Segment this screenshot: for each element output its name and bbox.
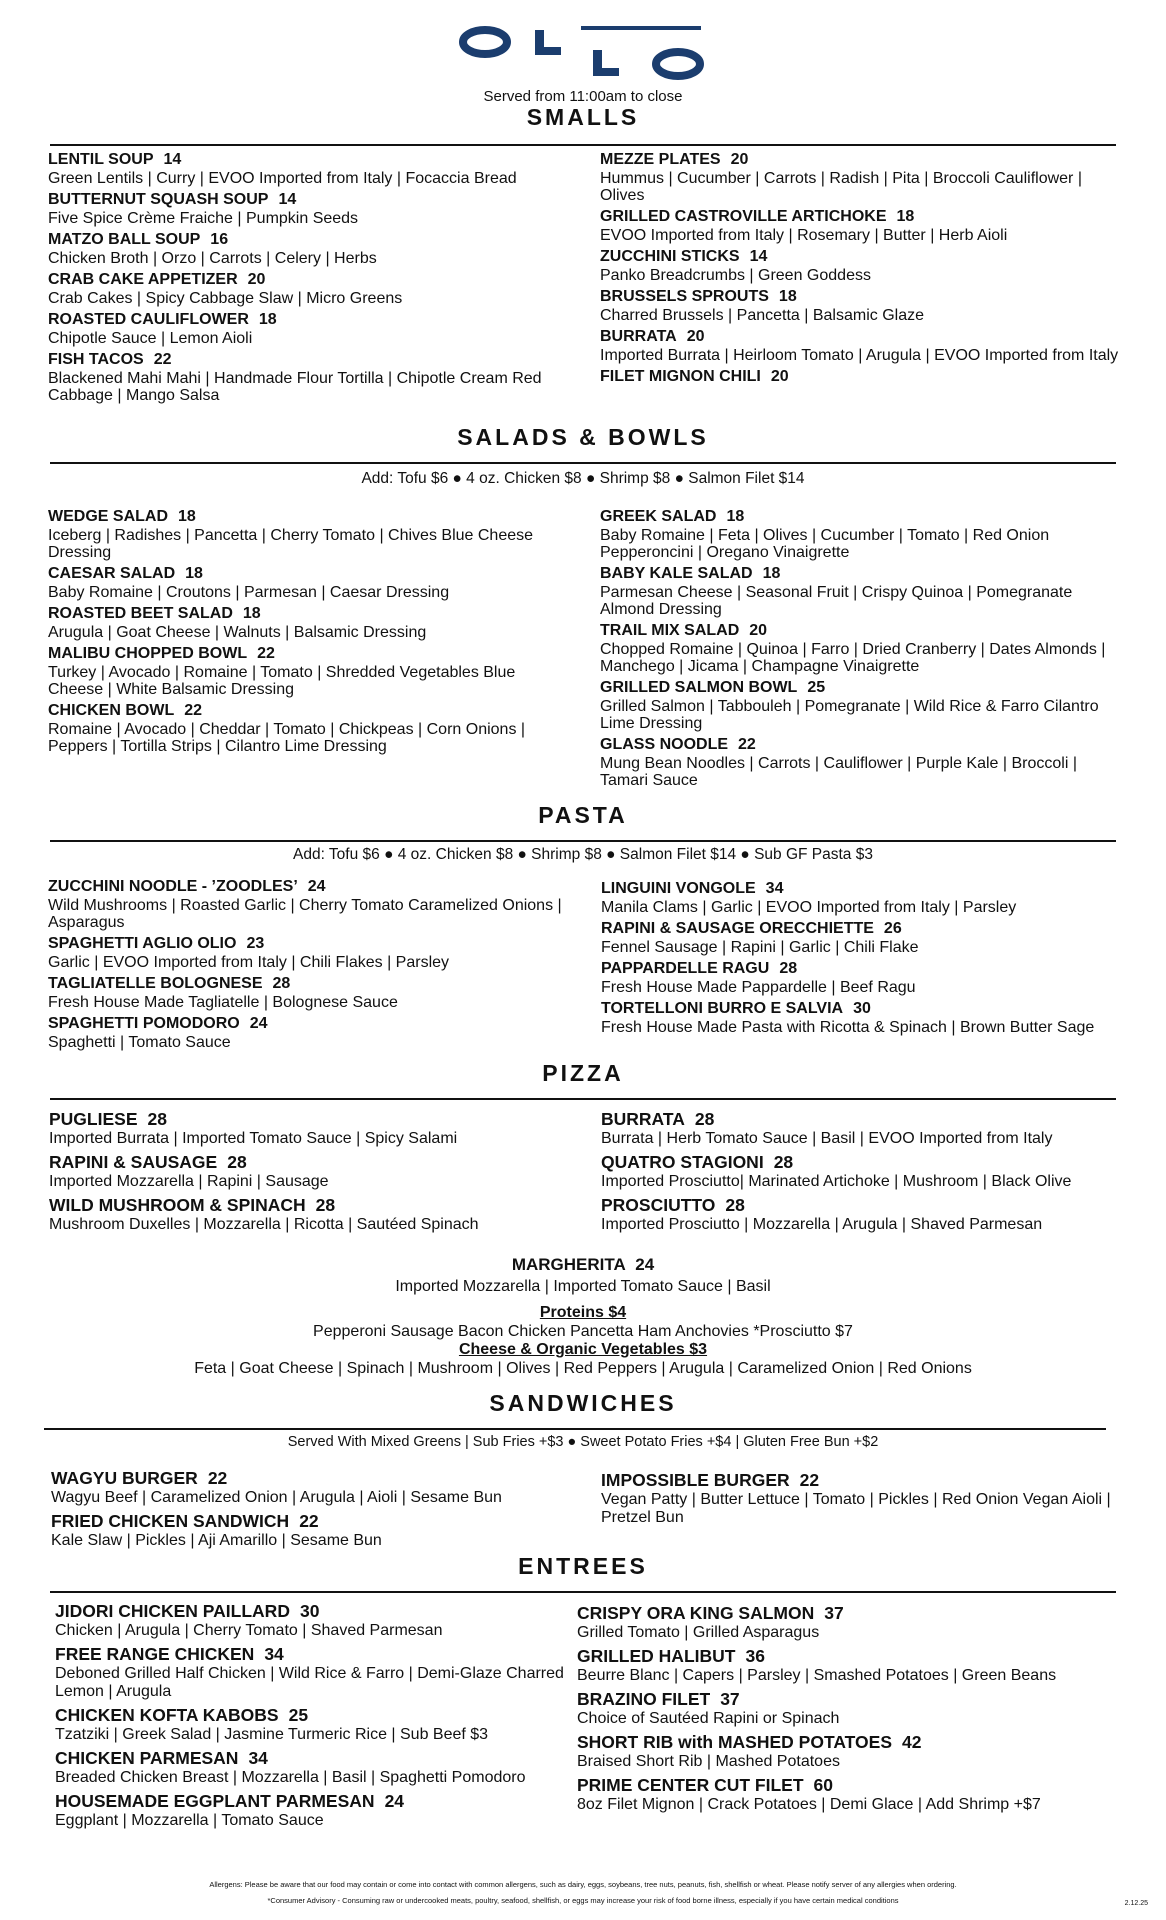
item-title: [49, 1151, 589, 1173]
item-name: ZUCCHINI STICKS: [600, 248, 740, 265]
item-price: 28: [272, 975, 291, 992]
item-price: 22: [184, 702, 203, 719]
menu-item: [55, 1747, 595, 1787]
item-price: 14: [278, 191, 297, 208]
section-divider: [50, 144, 1116, 146]
item-title: [48, 1014, 588, 1034]
item-title: [48, 701, 568, 721]
item-name: WILD MUSHROOM & SPINACH: [49, 1195, 306, 1215]
menu-item: [601, 919, 1141, 956]
menu-date: 2.12.25: [1124, 1900, 1148, 1907]
item-name: CHICKEN KOFTA KABOBS: [55, 1705, 279, 1725]
item-description: Five Spice Crème Fraiche | Pumpkin Seeds: [48, 210, 359, 227]
item-description: Deboned Grilled Half Chicken | Wild Rice & Farro | Demi-Glaze Charred Lemon | Arugula: [55, 1665, 564, 1700]
item-price: 18: [726, 508, 745, 525]
item-title: [48, 877, 588, 897]
item-description: Imported Prosciutto | Mozzarella | Arugula | Shaved Parmesan: [601, 1216, 1043, 1233]
item-description: Blackened Mahi Mahi | Handmade Flour Tortilla | Chipotle Cream Red Cabbage | Mango Salsa: [48, 370, 542, 404]
item-price: 28: [227, 1152, 247, 1172]
item-title: [49, 1108, 589, 1130]
item-name: CRISPY ORA KING SALMON: [577, 1603, 815, 1623]
menu-item: [601, 959, 1141, 996]
item-description: Charred Brussels | Pancetta | Balsamic Glaze: [600, 307, 924, 324]
item-price: 22: [207, 1468, 228, 1488]
proteins-list: Pepperoni Sausage Bacon Chicken Pancetta Ham Anchovies *Prosciutto $7: [313, 1323, 853, 1340]
item-title: [48, 644, 568, 664]
pizza-left-column: [49, 1108, 589, 1237]
section-divider: [50, 840, 1116, 842]
item-title: [601, 1108, 1141, 1130]
item-price: 20: [770, 368, 789, 385]
item-price: 36: [745, 1646, 765, 1666]
item-description: Mung Bean Noodles | Carrots | Cauliflower | Purple Kale | Broccoli | Tamari Sauce: [600, 755, 1077, 789]
item-title: [600, 564, 1120, 584]
item-price: 37: [720, 1689, 740, 1709]
item-price: 26: [883, 920, 902, 937]
salads-left-column: [48, 507, 568, 758]
section-title-sandwiches: SANDWICHES: [489, 1390, 677, 1416]
menu-item: [601, 879, 1141, 916]
menu-item: [48, 974, 588, 1011]
section-divider: [50, 1591, 1116, 1593]
pasta-addon: Add: Tofu $6 ● 4 oz. Chicken $8 ● Shrimp $8 ● Salmon Filet $14 ● Sub GF Pasta $3: [293, 846, 873, 863]
menu-item: [600, 207, 1120, 244]
item-price: 14: [749, 248, 768, 265]
item-title: [601, 1469, 1141, 1491]
item-description: Tzatziki | Greek Salad | Jasmine Turmeric Rice | Sub Beef $3: [55, 1726, 489, 1743]
menu-item: [577, 1645, 1117, 1685]
item-title: [600, 678, 1120, 698]
item-description: Parmesan Cheese | Seasonal Fruit | Crispy Quinoa | Pomegranate Almond Dressing: [600, 584, 1073, 618]
section-title-salads: SALADS & BOWLS: [457, 424, 709, 450]
item-description: Garlic | EVOO Imported from Italy | Chili Flakes | Parsley: [48, 954, 450, 971]
served-hours: Served from 11:00am to close: [483, 88, 683, 105]
menu-item: [601, 1469, 1141, 1527]
item-price: 24: [249, 1015, 268, 1032]
menu-item: [49, 1194, 589, 1234]
item-price: 18: [258, 311, 277, 328]
item-description: Wagyu Beef | Caramelized Onion | Arugula | Aioli | Sesame Bun: [51, 1489, 502, 1506]
ollo-logo: [0, 22, 1166, 84]
item-price: 28: [773, 1152, 794, 1172]
salads-right-column: [600, 507, 1120, 792]
item-name: FREE RANGE CHICKEN: [55, 1644, 255, 1664]
item-name: PROSCIUTTO: [601, 1195, 716, 1215]
menu-item: [48, 934, 588, 971]
item-title: [55, 1643, 595, 1665]
item-title: [48, 270, 568, 290]
item-title: [48, 604, 568, 624]
item-name: ROASTED BEET SALAD: [48, 605, 233, 622]
item-description: 8oz Filet Mignon | Crack Potatoes | Demi Glace | Add Shrimp +$7: [577, 1796, 1041, 1813]
menu-item: [48, 877, 588, 931]
vegetables-list: Feta | Goat Cheese | Spinach | Mushroom | Olives | Red Peppers | Arugula | Caramelized Onion | Red Onions: [194, 1360, 972, 1377]
item-title: [601, 1194, 1141, 1216]
item-name: MATZO BALL SOUP: [48, 231, 201, 248]
pizza-right-column: [601, 1108, 1141, 1237]
item-description: Manila Clams | Garlic | EVOO Imported from Italy | Parsley: [601, 899, 1017, 916]
item-name: FILET MIGNON CHILI: [600, 368, 761, 385]
menu-item: [48, 507, 568, 561]
menu-item: [48, 350, 568, 404]
item-price: 25: [807, 679, 826, 696]
item-description: Kale Slaw | Pickles | Aji Amarillo | Sesame Bun: [51, 1532, 382, 1549]
item-title: [48, 934, 588, 954]
item-title: [48, 564, 568, 584]
section-title-entrees: ENTREES: [518, 1553, 648, 1579]
item-name: SHORT RIB with MASHED POTATOES: [577, 1732, 893, 1752]
item-description: Imported Prosciutto| Marinated Artichoke | Mushroom | Black Olive: [601, 1173, 1072, 1190]
item-price: 18: [178, 508, 196, 525]
menu-item: [51, 1510, 591, 1550]
item-title: [55, 1704, 595, 1726]
item-description: Chicken Broth | Orzo | Carrots | Celery | Herbs: [48, 250, 377, 267]
sandwiches-left-column: [51, 1467, 591, 1553]
item-description: Imported Burrata | Imported Tomato Sauce | Spicy Salami: [49, 1130, 458, 1147]
item-name: WEDGE SALAD: [48, 508, 168, 525]
item-title: [600, 507, 1120, 527]
item-description: Vegan Patty | Butter Lettuce | Tomato | Pickles | Red Onion Vegan Aioli | Pretzel Bun: [601, 1491, 1111, 1526]
item-title: [600, 327, 1120, 347]
item-price: 24: [384, 1791, 405, 1811]
menu-item: [600, 735, 1120, 789]
item-description: Iceberg | Radishes | Pancetta | Cherry Tomato | Chives Blue Cheese Dressing: [48, 527, 534, 561]
item-title: [601, 919, 1141, 939]
item-description: Panko Breadcrumbs | Green Goddess: [600, 267, 871, 284]
entrees-left-column: [55, 1600, 595, 1833]
menu-item: [577, 1774, 1117, 1814]
item-name: CAESAR SALAD: [48, 565, 176, 582]
item-name: MEZZE PLATES: [600, 151, 721, 168]
item-price: 20: [686, 328, 705, 345]
item-name: IMPOSSIBLE BURGER: [601, 1470, 790, 1490]
item-title: [577, 1774, 1117, 1796]
item-description: Hummus | Cucumber | Carrots | Radish | Pita | Broccoli Cauliflower | Olives: [600, 170, 1082, 204]
item-name: HOUSEMADE EGGPLANT PARMESAN: [55, 1791, 375, 1811]
item-price: 22: [799, 1470, 820, 1490]
item-title: [600, 150, 1120, 170]
section-divider: [44, 1428, 1106, 1430]
menu-item: [48, 190, 568, 227]
menu-item: [49, 1151, 589, 1191]
item-price: 30: [853, 1000, 871, 1017]
proteins-heading: Proteins $4: [539, 1304, 627, 1321]
item-title: [48, 974, 588, 994]
section-divider: [50, 1098, 1116, 1100]
menu-item: [600, 678, 1120, 732]
menu-item: [600, 327, 1120, 364]
item-description: Mushroom Duxelles | Mozzarella | Ricotta | Sautéed Spinach: [49, 1216, 479, 1233]
item-name: MALIBU CHOPPED BOWL: [48, 645, 248, 662]
smalls-left-column: [48, 150, 568, 407]
item-price: 23: [246, 935, 265, 952]
item-price: 37: [824, 1603, 844, 1623]
item-title: [55, 1600, 595, 1622]
menu-item: [601, 1194, 1141, 1234]
item-title: [600, 247, 1120, 267]
item-description: Crab Cakes | Spicy Cabbage Slaw | Micro Greens: [48, 290, 403, 307]
item-name: TRAIL MIX SALAD: [600, 622, 740, 639]
item-name: CHICKEN BOWL: [48, 702, 175, 719]
item-description: Chipotle Sauce | Lemon Aioli: [48, 330, 253, 347]
menu-item: [48, 604, 568, 641]
item-name: BURRATA: [600, 328, 677, 345]
salads-addon: Add: Tofu $6 ● 4 oz. Chicken $8 ● Shrimp $8 ● Salmon Filet $14: [361, 470, 805, 487]
item-title: [48, 310, 568, 330]
item-name: MARGHERITA: [511, 1255, 626, 1274]
item-name: LENTIL SOUP: [48, 151, 154, 168]
menu-item: [48, 230, 568, 267]
item-name: ZUCCHINI NOODLE - ’ZOODLES’: [48, 878, 298, 895]
menu-item: [601, 1108, 1141, 1148]
item-name: RAPINI & SAUSAGE: [49, 1152, 218, 1172]
item-price: 18: [242, 605, 261, 622]
menu-item: [600, 564, 1120, 618]
item-name: SPAGHETTI AGLIO OLIO: [48, 935, 237, 952]
item-price: 28: [147, 1109, 167, 1129]
menu-item: [600, 247, 1120, 284]
item-description: Imported Mozzarella | Rapini | Sausage: [49, 1173, 329, 1190]
sandwiches-right-column: [601, 1469, 1141, 1530]
menu-item: [48, 1014, 588, 1051]
item-title: [48, 350, 568, 370]
item-description: Fennel Sausage | Rapini | Garlic | Chili Flake: [601, 939, 919, 956]
item-name: PUGLIESE: [49, 1109, 138, 1129]
item-name: BUTTERNUT SQUASH SOUP: [48, 191, 269, 208]
item-title: [601, 959, 1141, 979]
item-title: [601, 1151, 1141, 1173]
entrees-right-column: [577, 1602, 1117, 1817]
item-description: Grilled Salmon | Tabbouleh | Pomegranate | Wild Rice & Farro Cilantro Lime Dressing: [600, 698, 1099, 732]
menu-item: [601, 1151, 1141, 1191]
item-price: 25: [288, 1705, 309, 1725]
item-price: 18: [778, 288, 797, 305]
item-description: Eggplant | Mozzarella | Tomato Sauce: [55, 1812, 324, 1829]
item-description: Chopped Romaine | Quinoa | Farro | Dried Cranberry | Dates Almonds | Manchego | Jicama | Champagne Vinaigrette: [600, 641, 1106, 675]
item-name: JIDORI CHICKEN PAILLARD: [55, 1601, 290, 1621]
item-description: Braised Short Rib | Mashed Potatoes: [577, 1753, 840, 1770]
item-description: Baby Romaine | Croutons | Parmesan | Caesar Dressing: [48, 584, 450, 601]
menu-item: [600, 150, 1120, 204]
vegetables-heading: Cheese & Organic Vegetables $3: [458, 1341, 708, 1358]
menu-item: [49, 1108, 589, 1148]
menu-item: [51, 1467, 591, 1507]
item-title: [600, 287, 1120, 307]
item-description: Breaded Chicken Breast | Mozzarella | Basil | Spaghetti Pomodoro: [55, 1769, 526, 1786]
item-price: 24: [307, 878, 326, 895]
item-title: [600, 367, 1120, 387]
item-name: BURRATA: [601, 1109, 685, 1129]
item-price: 42: [902, 1732, 922, 1752]
item-price: 34: [248, 1748, 268, 1768]
item-description: Baby Romaine | Feta | Olives | Cucumber | Tomato | Red Onion Pepperoncini | Oregano Vinaigrette: [600, 527, 1050, 561]
margherita-title: [0, 1254, 1166, 1276]
item-title: [55, 1790, 595, 1812]
item-description: Green Lentils | Curry | EVOO Imported from Italy | Focaccia Bread: [48, 170, 517, 187]
item-price: 28: [779, 960, 798, 977]
item-price: 34: [765, 880, 784, 897]
menu-item: [601, 999, 1141, 1036]
menu-item: [48, 644, 568, 698]
item-name: PRIME CENTER CUT FILET: [577, 1775, 804, 1795]
item-name: BRUSSELS SPROUTS: [600, 288, 769, 305]
item-name: GREEK SALAD: [600, 508, 717, 525]
item-title: [55, 1747, 595, 1769]
item-price: 60: [813, 1775, 833, 1795]
item-description: Imported Burrata | Heirloom Tomato | Arugula | EVOO Imported from Italy: [600, 347, 1119, 364]
item-description: Beurre Blanc | Capers | Parsley | Smashed Potatoes | Green Beans: [577, 1667, 1057, 1684]
item-name: GRILLED CASTROVILLE ARTICHOKE: [600, 208, 887, 225]
menu-item: [55, 1643, 595, 1701]
item-description: Choice of Sautéed Rapini or Spinach: [577, 1710, 840, 1727]
consumer-advisory: *Consumer Advisory - Consuming raw or undercooked meats, poultry, seafood, shellfish, or eggs may increase your risk of food borne illness, especially if you have certain medical conditions: [267, 1896, 899, 1905]
item-price: 20: [247, 271, 266, 288]
item-description: Wild Mushrooms | Roasted Garlic | Cherry Tomato Caramelized Onions | Asparagus: [48, 897, 562, 931]
section-divider: [50, 462, 1116, 464]
item-description: Fresh House Made Tagliatelle | Bolognese Sauce: [48, 994, 398, 1011]
menu-item: [55, 1600, 595, 1640]
item-name: BRAZINO FILET: [577, 1689, 711, 1709]
item-name: GRILLED SALMON BOWL: [600, 679, 798, 696]
margherita-desc: Imported Mozzarella | Imported Tomato Sauce | Basil: [395, 1278, 771, 1295]
menu-item: [48, 310, 568, 347]
item-price: 22: [153, 351, 172, 368]
menu-item: [55, 1704, 595, 1744]
item-title: [51, 1467, 591, 1489]
item-title: [48, 230, 568, 250]
menu-item: [600, 287, 1120, 324]
item-description: Spaghetti | Tomato Sauce: [48, 1034, 231, 1051]
item-name: QUATRO STAGIONI: [601, 1152, 764, 1172]
item-description: Fresh House Made Pasta with Ricotta & Spinach | Brown Butter Sage: [601, 1019, 1095, 1036]
item-description: Burrata | Herb Tomato Sauce | Basil | EVOO Imported from Italy: [601, 1130, 1053, 1147]
pizza-center-block: [0, 1254, 1166, 1378]
section-title-pasta: PASTA: [538, 802, 628, 828]
item-description: Chicken | Arugula | Cherry Tomato | Shaved Parmesan: [55, 1622, 443, 1639]
menu-item: [577, 1602, 1117, 1642]
item-name: CHICKEN PARMESAN: [55, 1748, 239, 1768]
menu-item: [48, 270, 568, 307]
menu-item: [577, 1731, 1117, 1771]
menu-item: [600, 621, 1120, 675]
item-name: ROASTED CAULIFLOWER: [48, 311, 249, 328]
item-title: [577, 1731, 1117, 1753]
item-price: 28: [694, 1109, 715, 1129]
item-title: [600, 735, 1120, 755]
item-name: WAGYU BURGER: [51, 1468, 198, 1488]
item-name: CRAB CAKE APPETIZER: [48, 271, 238, 288]
menu-item: [577, 1688, 1117, 1728]
item-price: 20: [730, 151, 749, 168]
item-price: 30: [299, 1601, 320, 1621]
item-name: FRIED CHICKEN SANDWICH: [51, 1511, 290, 1531]
item-title: [601, 879, 1141, 899]
item-name: LINGUINI VONGOLE: [601, 880, 756, 897]
menu-item: [48, 150, 568, 187]
item-price: 18: [762, 565, 781, 582]
item-price: 34: [264, 1644, 284, 1664]
menu-item: [48, 564, 568, 601]
item-price: 24: [635, 1255, 655, 1274]
item-description: EVOO Imported from Italy | Rosemary | Butter | Herb Aioli: [600, 227, 1008, 244]
item-title: [577, 1602, 1117, 1624]
item-description: Turkey | Avocado | Romaine | Tomato | Shredded Vegetables Blue Cheese | White Balsamic Dressing: [48, 664, 516, 698]
item-price: 22: [738, 736, 756, 753]
item-title: [49, 1194, 589, 1216]
item-title: [577, 1645, 1117, 1667]
item-price: 28: [725, 1195, 745, 1215]
item-description: Arugula | Goat Cheese | Walnuts | Balsamic Dressing: [48, 624, 427, 641]
smalls-right-column: [600, 150, 1120, 387]
section-title-smalls: SMALLS: [526, 104, 640, 130]
item-name: BABY KALE SALAD: [600, 565, 753, 582]
item-price: 16: [210, 231, 229, 248]
item-title: [48, 150, 568, 170]
item-price: 20: [749, 622, 768, 639]
item-price: 28: [315, 1195, 336, 1215]
item-name: PAPPARDELLE RAGU: [601, 960, 770, 977]
item-price: 18: [896, 208, 915, 225]
item-title: [51, 1510, 591, 1532]
menu-item: [48, 701, 568, 755]
menu-item: [55, 1790, 595, 1830]
pasta-left-column: [48, 877, 588, 1054]
item-title: [600, 621, 1120, 641]
pasta-right-column: [601, 879, 1141, 1039]
item-title: [48, 190, 568, 210]
item-price: 22: [257, 645, 275, 662]
item-price: 18: [185, 565, 203, 582]
menu-item: [600, 507, 1120, 561]
item-name: TORTELLONI BURRO E SALVIA: [601, 1000, 844, 1017]
item-price: 22: [299, 1511, 319, 1531]
item-name: TAGLIATELLE BOLOGNESE: [48, 975, 263, 992]
item-title: [600, 207, 1120, 227]
menu-item: [600, 367, 1120, 387]
item-name: GRILLED HALIBUT: [577, 1646, 736, 1666]
item-name: RAPINI & SAUSAGE ORECCHIETTE: [601, 920, 874, 937]
sandwiches-addon: Served With Mixed Greens | Sub Fries +$3 ● Sweet Potato Fries +$4 | Gluten Free Bun +$2: [287, 1434, 879, 1450]
item-description: Fresh House Made Pappardelle | Beef Ragu: [601, 979, 916, 996]
item-description: Grilled Tomato | Grilled Asparagus: [577, 1624, 820, 1641]
item-name: FISH TACOS: [48, 351, 144, 368]
item-title: [48, 507, 568, 527]
allergen-notice: Allergens: Please be aware that our food may contain or come into contact with common allergens, such as dairy, eggs, soybeans, tree nuts, peanuts, fish, shellfish or wheat. Please notify server of any allergies when ordering.: [209, 1880, 957, 1889]
item-name: SPAGHETTI POMODORO: [48, 1015, 240, 1032]
item-title: [601, 999, 1141, 1019]
item-title: [577, 1688, 1117, 1710]
item-description: Romaine | Avocado | Cheddar | Tomato | Chickpeas | Corn Onions | Peppers | Tortilla Strips | Cilantro Lime Dressing: [48, 721, 526, 755]
item-price: 14: [163, 151, 182, 168]
section-title-pizza: PIZZA: [542, 1060, 624, 1086]
item-name: GLASS NOODLE: [600, 736, 729, 753]
